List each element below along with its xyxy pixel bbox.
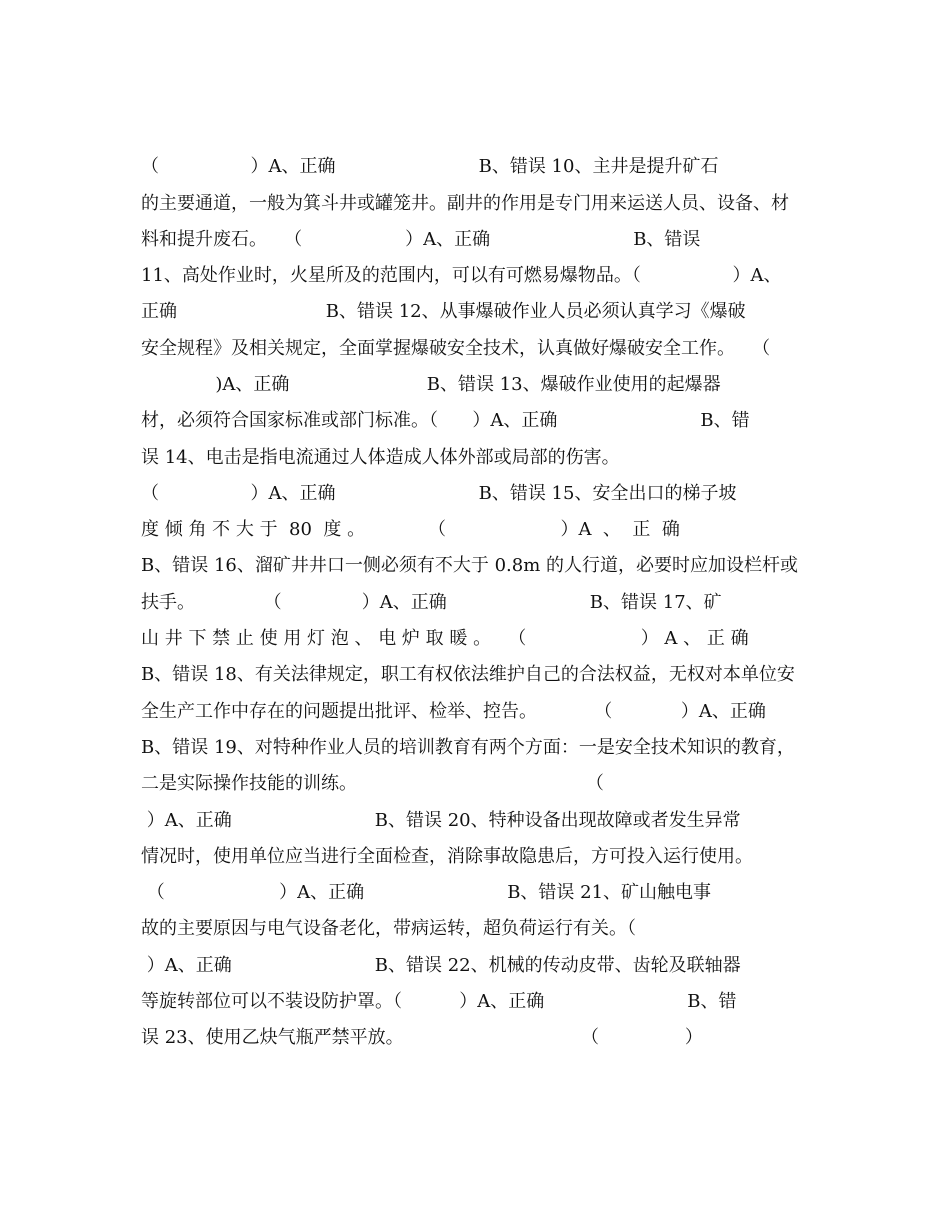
text-line: 二是实际操作技能的训练。 （ xyxy=(141,773,604,794)
text-line: 故的主要原因与电气设备老化，带病运转，超负荷运行有关。（ xyxy=(141,918,636,939)
text-line: 正确 B、错误 12、从事爆破作业人员必须认真学习《爆破 xyxy=(141,301,746,322)
text-line: 11、高处作业时，火星所及的范围内，可以有可燃易爆物品。（ ）A、 xyxy=(141,265,782,286)
text-line: （ ）A、正确 B、错误 21、矿山触电事 xyxy=(141,882,712,903)
text-line: 等旋转部位可以不装设防护罩。（ ）A、正确 B、错 xyxy=(141,991,737,1012)
text-line: 度 倾 角 不 大 于 80 度 。 （ ）A 、 正 确 xyxy=(141,519,680,540)
text-line: )A、正确 B、错误 13、爆破作业使用的起爆器 xyxy=(141,374,721,395)
text-line: B、错误 19、对特种作业人员的培训教育有两个方面：一是安全技术知识的教育， xyxy=(141,737,795,758)
text-line: 扶手。 （ ）A、正确 B、错误 17、矿 xyxy=(141,592,722,613)
text-line: ）A、正确 B、错误 22、机械的传动皮带、齿轮及联轴器 xyxy=(141,955,741,976)
text-line: 情况时，使用单位应当进行全面检查，消除事故隐患后，方可投入运行使用。 xyxy=(141,846,753,867)
text-line: 安全规程》及相关规定，全面掌握爆破安全技术，认真做好爆破安全工作。 （ xyxy=(141,338,771,359)
text-line: 山 井 下 禁 止 使 用 灯 泡 、 电 炉 取 暖 。 （ ） A 、 正 确 xyxy=(141,628,749,649)
text-line: 误 14、电击是指电流通过人体造成人体外部或局部的伤害。 xyxy=(141,447,620,468)
text-line: 的主要通道，一般为箕斗井或罐笼井。副井的作用是专门用来运送人员、设备、材 xyxy=(141,193,789,214)
text-line: ）A、正确 B、错误 20、特种设备出现故障或者发生异常 xyxy=(141,810,741,831)
text-line: 料和提升废石。 （ ）A、正确 B、错误 xyxy=(141,229,701,250)
text-line: （ ）A、正确 B、错误 10、主井是提升矿石 xyxy=(141,156,719,177)
text-line: 误 23、使用乙炔气瓶严禁平放。 （ ） xyxy=(141,1027,703,1048)
text-line: 材，必须符合国家标准或部门标准。（ ）A、正确 B、错 xyxy=(141,410,750,431)
text-line: （ ）A、正确 B、错误 15、安全出口的梯子坡 xyxy=(141,483,737,504)
text-line: B、错误 18、有关法律规定，职工有权依法维护自己的合法权益，无权对本单位安 xyxy=(141,664,795,685)
text-line: B、错误 16、溜矿井井口一侧必须有不大于 0.8m 的人行道，必要时应加设栏杆或 xyxy=(141,555,798,576)
text-line: 全生产工作中存在的问题提出批评、检举、控告。 （ ）A、正确 xyxy=(141,701,766,722)
